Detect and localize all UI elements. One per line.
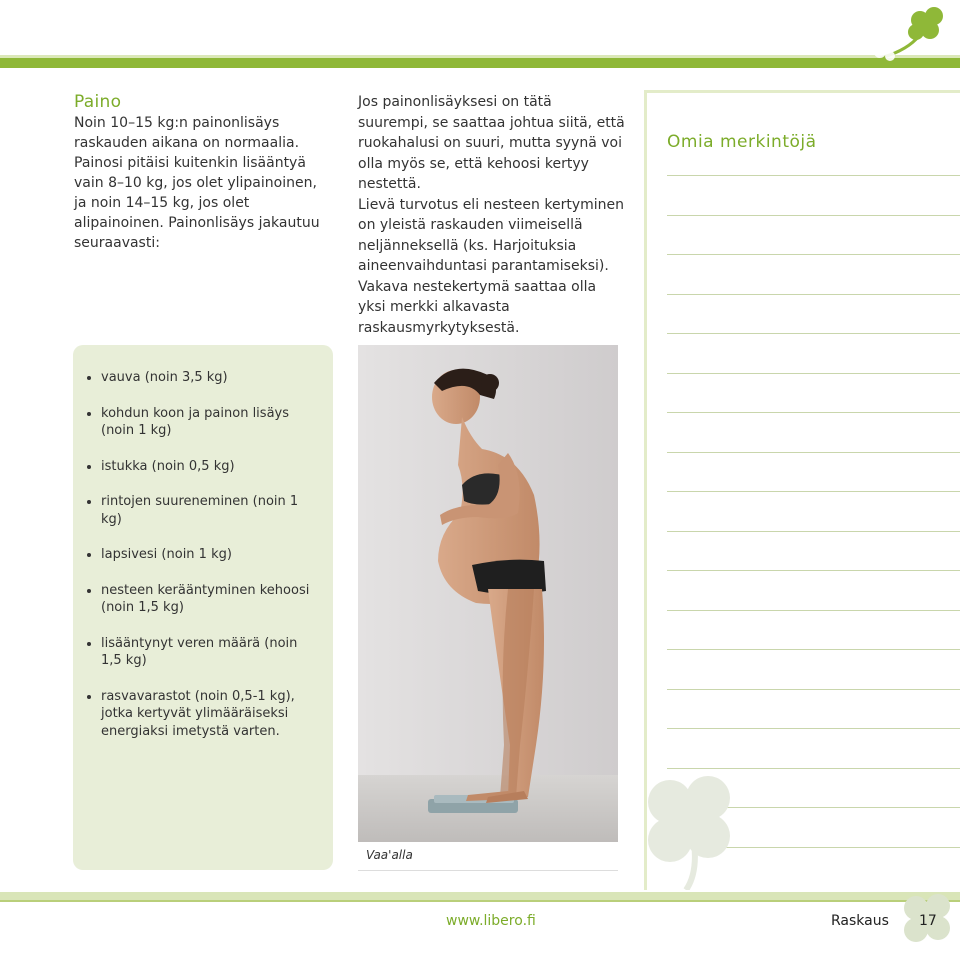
clover-icon [860, 2, 960, 66]
weight-explanation [358, 92, 626, 338]
pregnant-woman-photo [358, 345, 618, 842]
list-item: nesteen kerääntyminen kehoosi (noin 1,5 kg) [87, 582, 313, 617]
note-line [667, 728, 960, 729]
intro-text: Noin 10–15 kg:n painonlisäys raskauden aikana on normaalia. Painosi pitäisi kuitenkin lisääntyä vain 8–10 kg, jos olet ylipainoinen, ja noin 14–15 kg, jos olet alipainoinen. Painonlisäys jakautuu seuraavasti: [74, 115, 320, 251]
note-line [667, 254, 960, 255]
bottom-band [0, 892, 960, 900]
top-green-band [0, 58, 960, 68]
weight-breakdown-list [87, 369, 313, 740]
note-line [667, 452, 960, 453]
list-item: rintojen suureneminen (noin 1 kg) [87, 493, 313, 528]
photo-caption: Vaa'alla [366, 848, 413, 862]
note-line [667, 610, 960, 611]
note-line [667, 294, 960, 295]
clover-icon [640, 770, 750, 890]
footer-section-title: Raskaus [831, 913, 889, 929]
photo-illustration [358, 345, 618, 842]
notes-title: Omia merkintöjä [667, 132, 817, 152]
bottom-band-line [0, 900, 960, 902]
note-line [667, 412, 960, 413]
note-line [667, 531, 960, 532]
weight-breakdown-panel [73, 345, 333, 870]
note-line [667, 689, 960, 690]
note-line [667, 373, 960, 374]
list-item: vauva (noin 3,5 kg) [87, 369, 313, 387]
list-item: lapsivesi (noin 1 kg) [87, 546, 313, 564]
weight-intro [74, 92, 324, 253]
section-heading: Paino [74, 92, 122, 112]
list-item: lisääntynyt veren määrä (noin 1,5 kg) [87, 635, 313, 670]
note-line [667, 768, 960, 769]
list-item: rasvavarastot (noin 0,5-1 kg), jotka kertyvät ylimääräiseksi energiaksi imetystä varten. [87, 688, 313, 741]
note-line [667, 333, 960, 334]
note-line [667, 175, 960, 176]
explanation-paragraph-1: Jos painonlisäyksesi on tätä suurempi, se saattaa johtua siitä, että ruokahalusi on suuri, mutta syynä voi olla myös se, että kehoosi kertyy nestettä. [358, 94, 625, 192]
note-line [667, 491, 960, 492]
footer-website-link[interactable]: www.libero.fi [446, 913, 536, 929]
page-number: 17 [919, 913, 937, 929]
note-line [667, 649, 960, 650]
list-item: kohdun koon ja painon lisäys (noin 1 kg) [87, 405, 313, 440]
list-item: istukka (noin 0,5 kg) [87, 458, 313, 476]
note-line [667, 570, 960, 571]
explanation-paragraph-2: Lievä turvotus eli nesteen kertyminen on yleistä raskauden viimeisellä neljänneksellä (ks. Harjoituksia aineenvaihduntasi parantamiseksi). Vakava nestekertymä saattaa olla yksi merkki alkavasta raskausmyrkytyksestä. [358, 196, 624, 336]
note-line [667, 215, 960, 216]
